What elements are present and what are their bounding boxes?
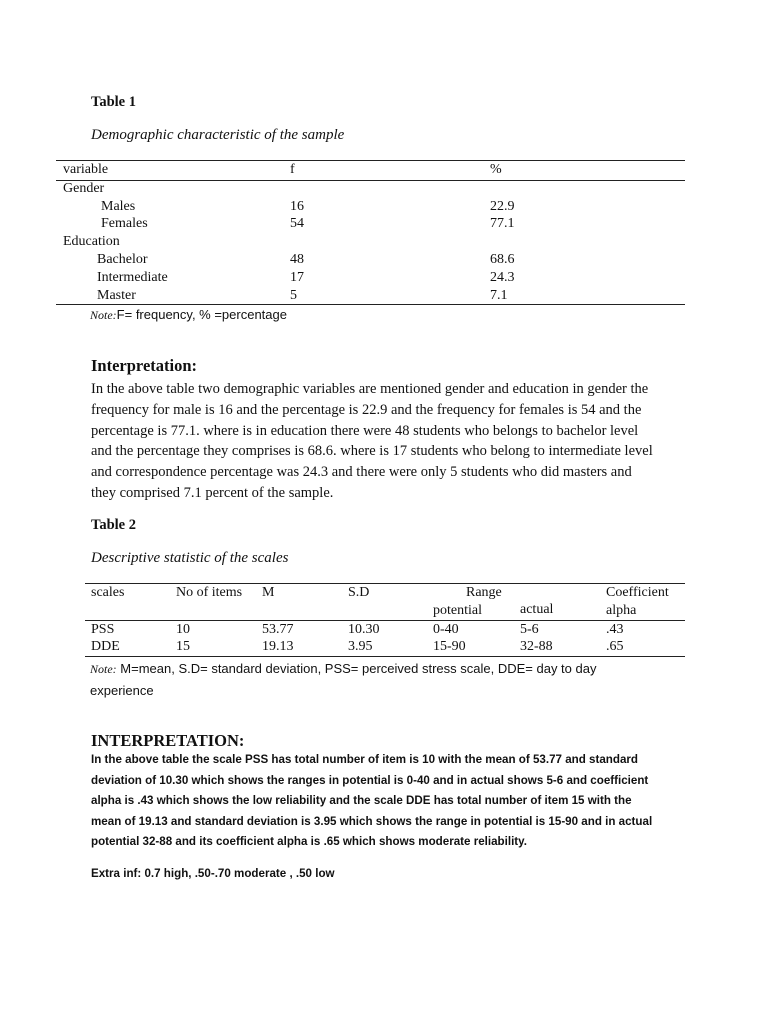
interpretation2-paragraph <box>91 750 681 853</box>
table2-cell-alpha: .43 <box>606 622 624 637</box>
paragraph-line: they comprised 7.1 percent of the sample. <box>91 484 334 501</box>
table2-note-label: Note: <box>90 662 117 676</box>
table2-note-line: M=mean, S.D= standard deviation, PSS= perceived stress scale, DDE= day to day <box>116 661 597 676</box>
table1-caption: Demographic characteristic of the sample <box>91 127 345 143</box>
table1-row-label: Females <box>101 216 148 231</box>
table1-group-education: Education <box>63 234 120 249</box>
table1-label: Table 1 <box>91 94 136 110</box>
table2-header-items: No of items <box>176 585 243 600</box>
table2-cell-items: 15 <box>176 639 190 654</box>
paragraph-line: In the above table the scale PSS has total number of item is 10 with the mean of 53.77 and standard <box>91 753 638 766</box>
interpretation2-heading: INTERPRETATION: <box>91 731 245 750</box>
table2-header-sd: S.D <box>348 585 370 600</box>
table1-row-label: Master <box>97 288 136 303</box>
table1-row-f: 5 <box>290 288 297 303</box>
table1-row-f: 16 <box>290 199 304 214</box>
table2-bottom-rule <box>85 656 685 657</box>
paragraph-line: mean of 19.13 and standard deviation is 3.95 which shows the range in potential is 15-90 and in actual <box>91 814 653 828</box>
table1-header-f: f <box>290 162 295 177</box>
table1-row-percent: 22.9 <box>490 199 515 214</box>
table1-row-percent: 7.1 <box>490 288 508 303</box>
table2-cell-sd: 3.95 <box>348 639 373 654</box>
paragraph-line: and the percentage they comprises is 68.6. where is 17 students who belong to intermediate level <box>91 443 653 460</box>
table2-header-alpha: alpha <box>606 603 637 618</box>
table1-header-percent: % <box>490 162 502 177</box>
paragraph-line: potential 32-88 and its coefficient alpha is .65 which shows moderate reliability. <box>91 835 527 849</box>
table1-row-f: 17 <box>290 270 304 285</box>
table1-row-f: 48 <box>290 252 304 267</box>
table2-cell-m: 53.77 <box>262 622 294 637</box>
paragraph-line: alpha is .43 which shows the low reliability and the scale DDE has total number of item 15 with the <box>91 794 632 808</box>
interpretation1-paragraph <box>91 379 681 504</box>
interpretation1-heading: Interpretation: <box>91 356 198 375</box>
table1-group-gender: Gender <box>63 181 105 196</box>
table1-note-text: F= frequency, % =percentage <box>116 307 287 322</box>
table1-note-label: Note: <box>90 308 117 322</box>
table2-header-m: M <box>262 585 275 600</box>
table2-cell-actual: 5-6 <box>520 622 539 637</box>
table1-row-percent: 68.6 <box>490 252 515 267</box>
table1-row-percent: 24.3 <box>490 270 515 285</box>
table2-header-scales: scales <box>91 585 125 600</box>
paragraph-line: deviation of 10.30 which shows the ranges in potential is 0-40 and in actual shows 5-6 and coefficient <box>91 773 649 787</box>
table2-cell-sd: 10.30 <box>348 622 380 637</box>
table1-row-percent: 77.1 <box>490 216 515 231</box>
table1-row-label: Males <box>101 199 136 214</box>
table2-cell-potential: 15-90 <box>433 639 466 654</box>
paragraph-line: and correspondence percentage was 24.3 and there were only 5 students who did masters and <box>91 464 632 481</box>
table2-header-range: Range <box>466 585 502 600</box>
table2-cell-items: 10 <box>176 622 190 637</box>
table2-cell-scale: DDE <box>91 639 120 654</box>
table1-header-variable: variable <box>63 162 109 177</box>
table1-header-rule <box>56 180 685 181</box>
extra-info: Extra inf: 0.7 high, .50-.70 moderate , .50 low <box>91 867 335 880</box>
table2-caption: Descriptive statistic of the scales <box>91 550 289 566</box>
table1-top-rule <box>56 160 685 161</box>
paragraph-line: frequency for male is 16 and the percentage is 22.9 and the frequency for females is 54 and the <box>91 401 642 418</box>
table2-header-actual: actual <box>520 602 554 617</box>
table2-cell-potential: 0-40 <box>433 622 459 637</box>
table1-bottom-rule <box>56 304 685 305</box>
paragraph-line: percentage is 77.1. where is in education there were 48 students who belongs to bachelor level <box>91 422 639 439</box>
table2-cell-actual: 32-88 <box>520 639 553 654</box>
table2-header-rule <box>85 620 685 621</box>
table1-note <box>90 306 287 324</box>
table2-label: Table 2 <box>91 517 136 533</box>
table2-header-coefficient: Coefficient <box>606 585 669 600</box>
table1-row-f: 54 <box>290 216 304 231</box>
table2-cell-scale: PSS <box>91 622 115 637</box>
table2-note-line: experience <box>90 683 154 698</box>
table1-row-label: Bachelor <box>97 252 148 267</box>
table2-top-rule <box>85 583 685 584</box>
table1-row-label: Intermediate <box>97 270 168 285</box>
table2-cell-alpha: .65 <box>606 639 624 654</box>
table2-note <box>90 658 680 701</box>
table2-header-potential: potential <box>433 603 482 618</box>
paragraph-line: In the above table two demographic variables are mentioned gender and education in gender the <box>91 381 649 397</box>
table2-cell-m: 19.13 <box>262 639 294 654</box>
